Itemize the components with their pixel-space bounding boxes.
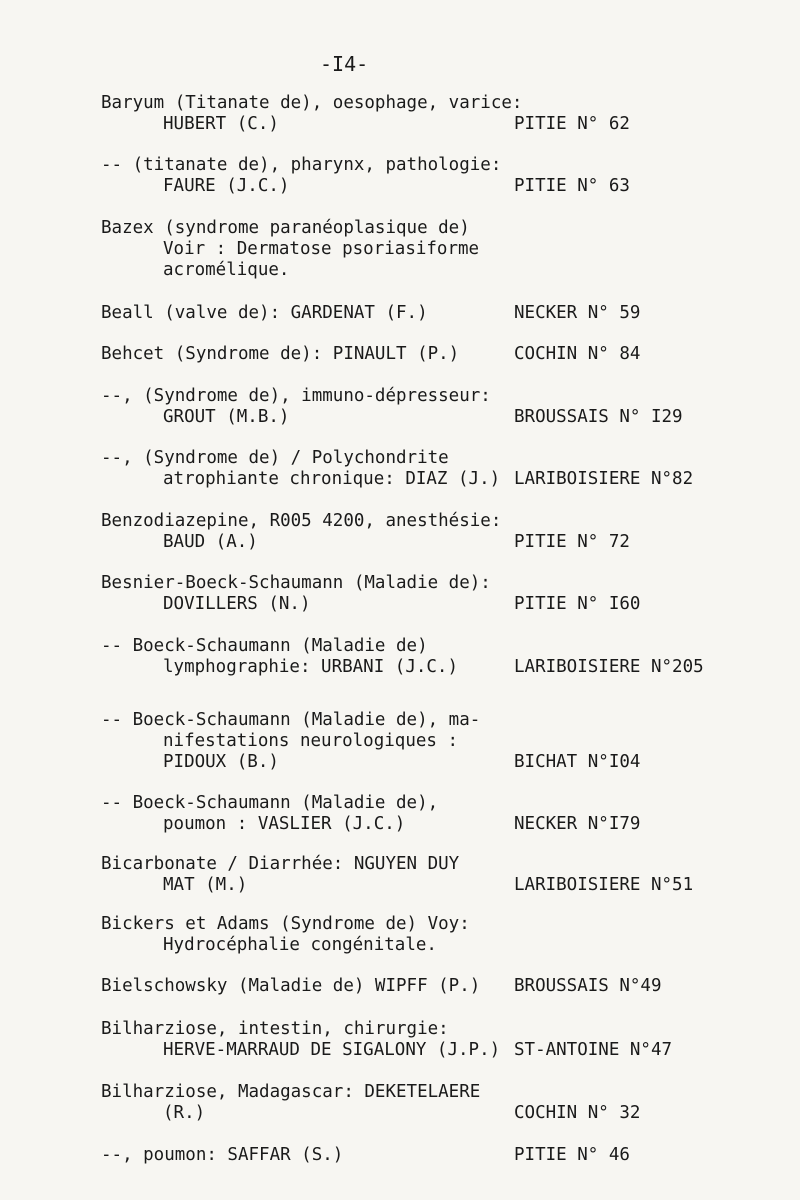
entry-continuation: lymphographie: URBANI (J.C.) [163,657,459,677]
hospital-reference: LARIBOISIERE N°82 [514,469,694,489]
entry-continuation: nifestations neurologiques : [163,731,459,751]
entry-heading: -- Boeck-Schaumann (Maladie de), ma- [101,710,481,730]
entry-heading: Bickers et Adams (Syndrome de) Voy: [101,914,470,934]
entry-heading: Beall (valve de): GARDENAT (F.) [101,303,428,323]
page-number: -I4- [320,52,369,76]
hospital-reference: NECKER N°I79 [514,814,641,834]
hospital-reference: COCHIN N° 84 [514,344,641,364]
entry-continuation: GROUT (M.B.) [163,407,290,427]
entry-heading: -- Boeck-Schaumann (Maladie de) [101,636,428,656]
entry-heading: Benzodiazepine, R005 4200, anesthésie: [101,511,502,531]
entry-continuation: HERVE-MARRAUD DE SIGALONY (J.P.) [163,1040,501,1060]
hospital-reference: PITIE N° 46 [514,1145,630,1165]
hospital-reference: NECKER N° 59 [514,303,641,323]
entry-continuation: poumon : VASLIER (J.C.) [163,814,406,834]
hospital-reference: BROUSSAIS N° I29 [514,407,683,427]
entry-continuation: Hydrocéphalie congénitale. [163,935,437,955]
hospital-reference: PITIE N° 62 [514,114,630,134]
entry-heading: -- Boeck-Schaumann (Maladie de), [101,793,439,813]
entry-continuation: BAUD (A.) [163,532,258,552]
hospital-reference: LARIBOISIERE N°51 [514,875,694,895]
hospital-reference: ST-ANTOINE N°47 [514,1040,673,1060]
entry-heading: -- (titanate de), pharynx, pathologie: [101,155,502,175]
entry-continuation: DOVILLERS (N.) [163,594,311,614]
entry-continuation: acromélique. [163,260,290,280]
hospital-reference: COCHIN N° 32 [514,1103,641,1123]
entry-heading: Bilharziose, Madagascar: DEKETELAERE [101,1082,481,1102]
hospital-reference: PITIE N° 63 [514,176,630,196]
entry-continuation: HUBERT (C.) [163,114,279,134]
entry-continuation: atrophiante chronique: DIAZ (J.) [163,469,501,489]
hospital-reference: LARIBOISIERE N°205 [514,657,704,677]
entry-heading: Besnier-Boeck-Schaumann (Maladie de): [101,573,491,593]
entry-heading: --, (Syndrome de) / Polychondrite [101,448,449,468]
hospital-reference: BICHAT N°I04 [514,752,641,772]
entry-continuation: MAT (M.) [163,875,248,895]
entry-heading: --, (Syndrome de), immuno-dépresseur: [101,386,491,406]
entry-heading: Baryum (Titanate de), oesophage, varice: [101,93,523,113]
entry-continuation: PIDOUX (B.) [163,752,279,772]
hospital-reference: PITIE N° 72 [514,532,630,552]
entry-heading: Bicarbonate / Diarrhée: NGUYEN DUY [101,854,460,874]
hospital-reference: PITIE N° I60 [514,594,641,614]
entry-continuation: Voir : Dermatose psoriasiforme [163,239,480,259]
entry-continuation: FAURE (J.C.) [163,176,290,196]
entry-heading: Behcet (Syndrome de): PINAULT (P.) [101,344,460,364]
entry-heading: Bielschowsky (Maladie de) WIPFF (P.) [101,976,481,996]
entry-heading: Bilharziose, intestin, chirurgie: [101,1019,449,1039]
hospital-reference: BROUSSAIS N°49 [514,976,662,996]
entry-heading: Bazex (syndrome paranéoplasique de) [101,218,470,238]
entry-heading: --, poumon: SAFFAR (S.) [101,1145,344,1165]
entry-continuation: (R.) [163,1103,206,1123]
